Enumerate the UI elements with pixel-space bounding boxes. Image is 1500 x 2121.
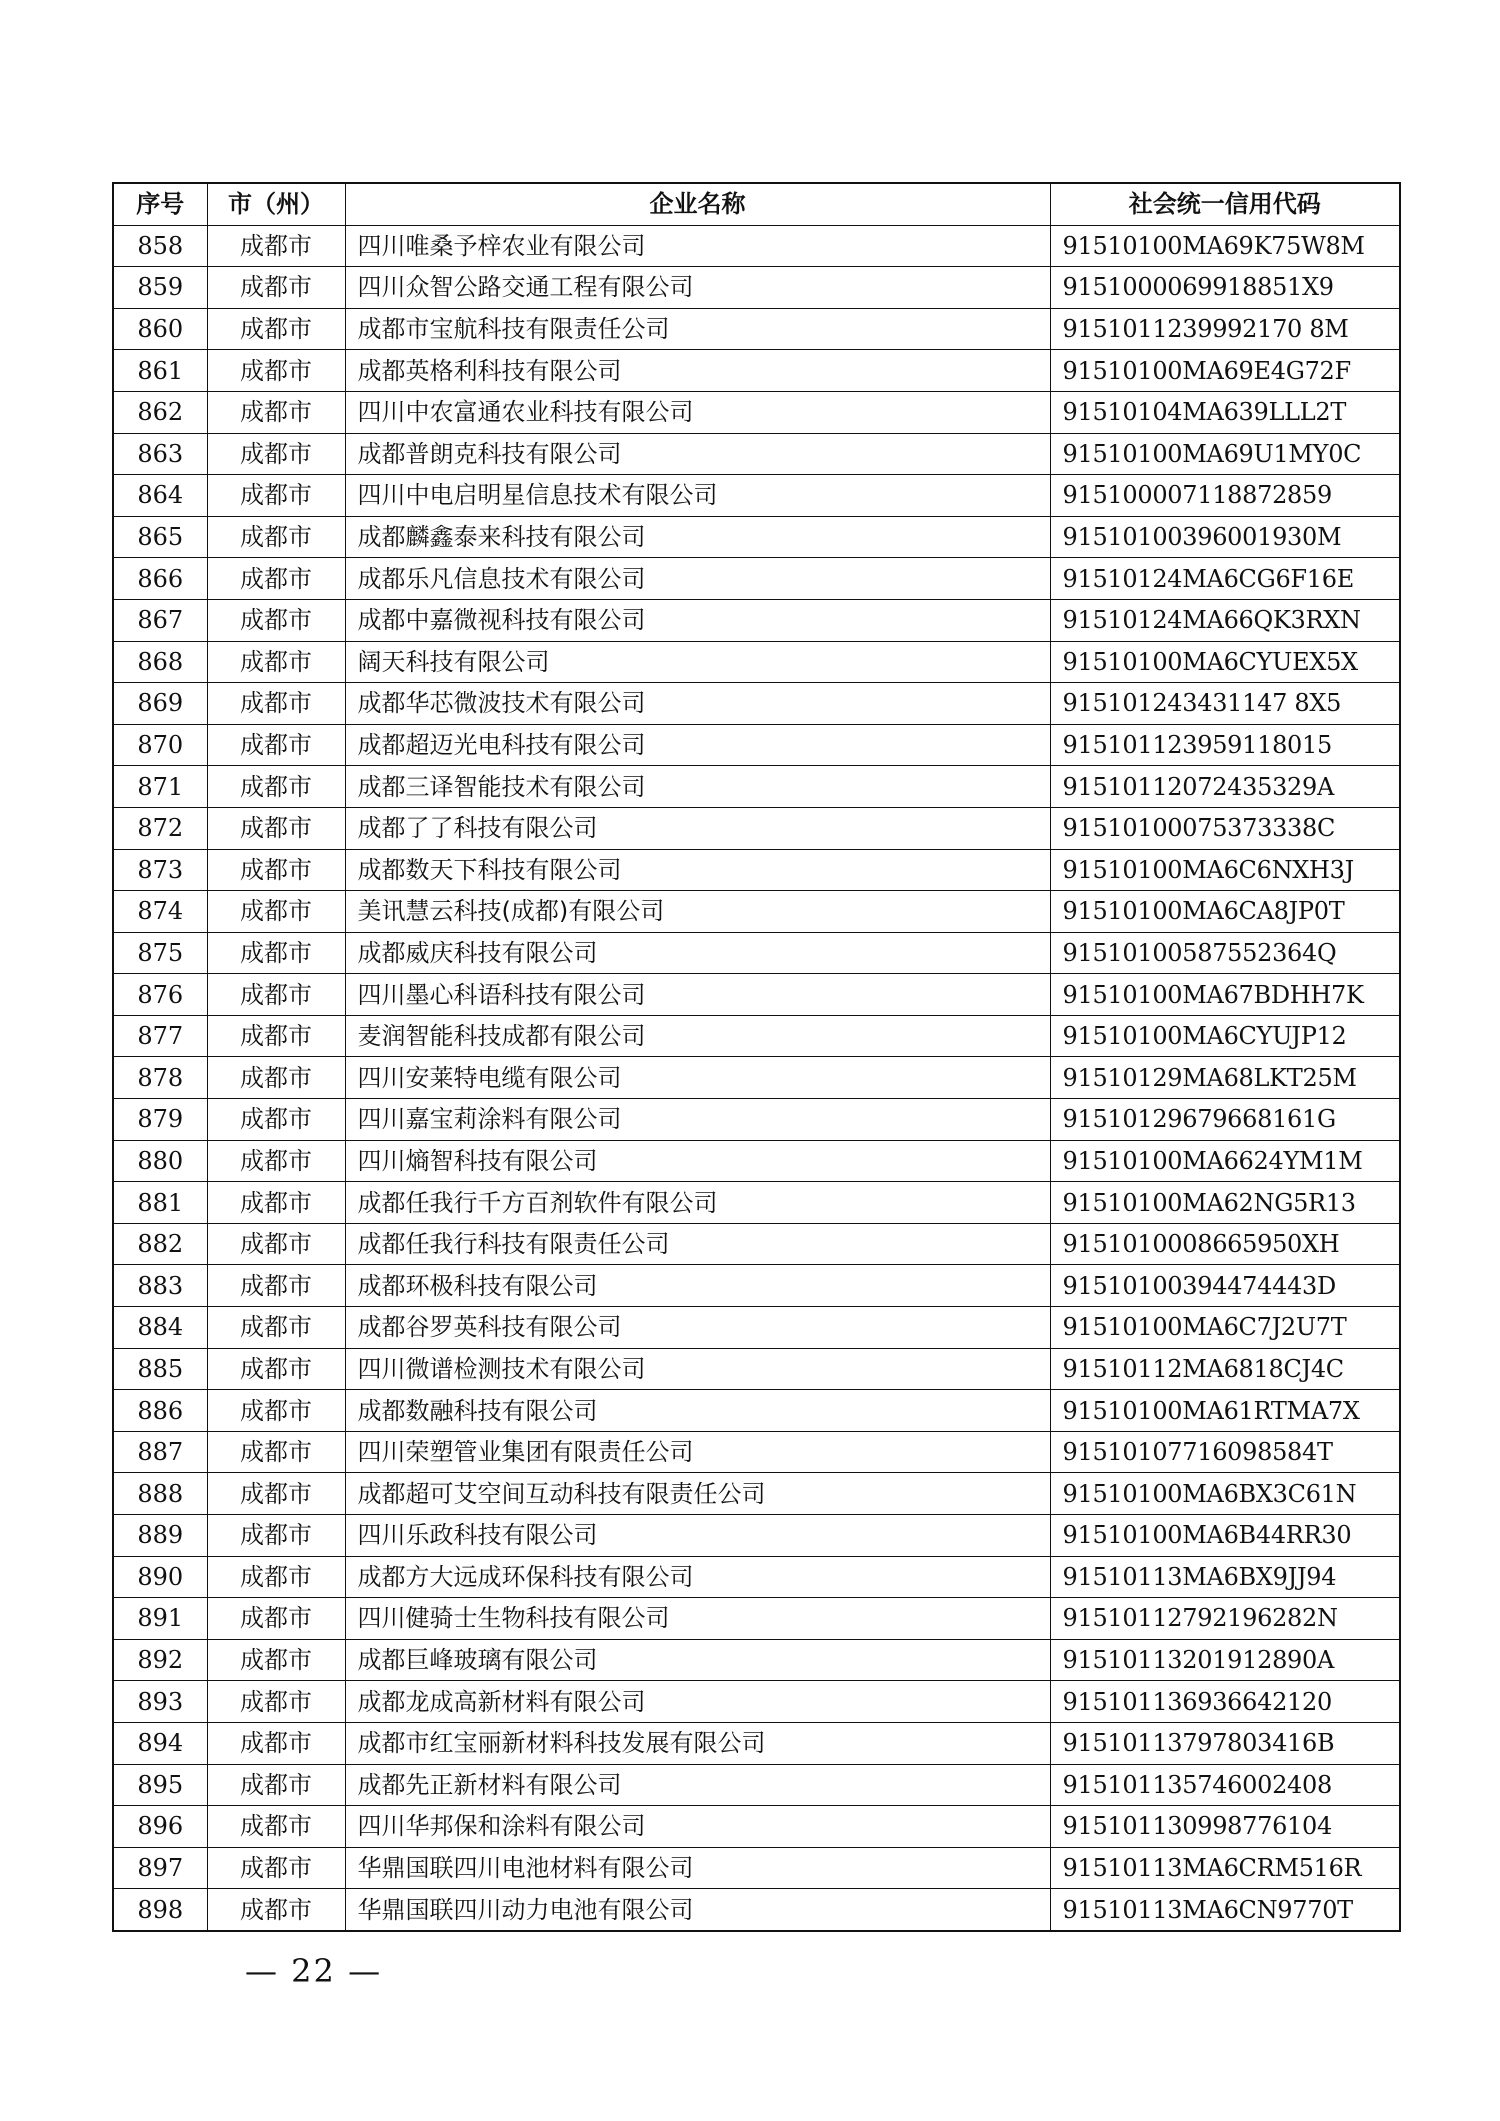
cell-city: 成都市 [207,516,345,558]
cell-company-name: 四川唯桑予梓农业有限公司 [345,225,1050,267]
table-row [113,1889,1400,1931]
cell-credit-code: 9151011239992170 8M [1050,308,1400,350]
cell-company-name: 成都市红宝丽新材料科技发展有限公司 [345,1722,1050,1764]
header-city: 市（州） [207,183,345,225]
cell-credit-code: 91510100MA6CYUEX5X [1050,641,1400,683]
cell-company-name: 成都超可艾空间互动科技有限责任公司 [345,1473,1050,1515]
table-row [113,516,1400,558]
cell-credit-code: 915101243431147 8X5 [1050,683,1400,725]
cell-city: 成都市 [207,391,345,433]
cell-serial-no: 890 [113,1556,207,1598]
cell-credit-code: 91510100MA6C7J2U7T [1050,1307,1400,1349]
cell-serial-no: 897 [113,1847,207,1889]
cell-credit-code: 91510100MA6C6NXH3J [1050,849,1400,891]
cell-credit-code: 91510100MA69E4G72F [1050,350,1400,392]
cell-city: 成都市 [207,1431,345,1473]
table-row [113,807,1400,849]
cell-company-name: 成都数天下科技有限公司 [345,849,1050,891]
cell-credit-code: 91510100MA67BDHH7K [1050,974,1400,1016]
cell-city: 成都市 [207,1681,345,1723]
table-row [113,1847,1400,1889]
cell-serial-no: 885 [113,1348,207,1390]
cell-serial-no: 864 [113,475,207,517]
cell-city: 成都市 [207,433,345,475]
cell-company-name: 成都普朗克科技有限公司 [345,433,1050,475]
header-company-name: 企业名称 [345,183,1050,225]
cell-company-name: 成都威庆科技有限公司 [345,932,1050,974]
cell-credit-code: 91510107716098584T [1050,1431,1400,1473]
cell-company-name: 四川墨心科语科技有限公司 [345,974,1050,1016]
cell-serial-no: 873 [113,849,207,891]
cell-credit-code: 91510124MA6CG6F16E [1050,558,1400,600]
table-row [113,1390,1400,1432]
table-row [113,225,1400,267]
cell-credit-code: 91510113MA6BX9JJ94 [1050,1556,1400,1598]
table-row [113,1015,1400,1057]
cell-company-name: 麦润智能科技成都有限公司 [345,1015,1050,1057]
cell-credit-code: 91510100394474443D [1050,1265,1400,1307]
cell-credit-code: 91510100075373338C [1050,807,1400,849]
cell-city: 成都市 [207,766,345,808]
cell-company-name: 成都华芯微波技术有限公司 [345,683,1050,725]
cell-credit-code: 91510100MA6CA8JP0T [1050,891,1400,933]
cell-company-name: 华鼎国联四川电池材料有限公司 [345,1847,1050,1889]
cell-credit-code: 91510112072435329A [1050,766,1400,808]
cell-credit-code: 91510129679668161G [1050,1099,1400,1141]
cell-city: 成都市 [207,308,345,350]
cell-city: 成都市 [207,1057,345,1099]
cell-city: 成都市 [207,558,345,600]
cell-serial-no: 896 [113,1806,207,1848]
cell-company-name: 华鼎国联四川动力电池有限公司 [345,1889,1050,1931]
cell-credit-code: 91510112792196282N [1050,1598,1400,1640]
cell-serial-no: 859 [113,267,207,309]
table-row [113,1057,1400,1099]
cell-serial-no: 861 [113,350,207,392]
table-row [113,1140,1400,1182]
cell-city: 成都市 [207,1764,345,1806]
cell-company-name: 四川乐政科技有限公司 [345,1515,1050,1557]
table-row [113,433,1400,475]
table-row [113,1348,1400,1390]
cell-credit-code: 915101136936642120 [1050,1681,1400,1723]
cell-serial-no: 883 [113,1265,207,1307]
cell-city: 成都市 [207,1099,345,1141]
cell-credit-code: 91510100587552364Q [1050,932,1400,974]
cell-serial-no: 877 [113,1015,207,1057]
table-row [113,1764,1400,1806]
cell-city: 成都市 [207,683,345,725]
table-row [113,1473,1400,1515]
cell-city: 成都市 [207,1806,345,1848]
cell-company-name: 四川嘉宝莉涂料有限公司 [345,1099,1050,1141]
cell-serial-no: 894 [113,1722,207,1764]
cell-city: 成都市 [207,1889,345,1931]
cell-credit-code: 91510129MA68LKT25M [1050,1057,1400,1099]
cell-serial-no: 862 [113,391,207,433]
table-row [113,1182,1400,1224]
table-row [113,1722,1400,1764]
cell-company-name: 四川熵智科技有限公司 [345,1140,1050,1182]
cell-serial-no: 882 [113,1223,207,1265]
table-row [113,932,1400,974]
table-row [113,391,1400,433]
cell-city: 成都市 [207,724,345,766]
table-row [113,724,1400,766]
cell-serial-no: 875 [113,932,207,974]
cell-company-name: 成都英格利科技有限公司 [345,350,1050,392]
table-row [113,1265,1400,1307]
cell-company-name: 成都环极科技有限公司 [345,1265,1050,1307]
cell-serial-no: 870 [113,724,207,766]
cell-serial-no: 889 [113,1515,207,1557]
cell-company-name: 成都任我行千方百剂软件有限公司 [345,1182,1050,1224]
cell-company-name: 成都数融科技有限公司 [345,1390,1050,1432]
cell-city: 成都市 [207,1639,345,1681]
cell-serial-no: 865 [113,516,207,558]
cell-credit-code: 91510104MA639LLL2T [1050,391,1400,433]
cell-credit-code: 91510113MA6CRM516R [1050,1847,1400,1889]
cell-company-name: 成都龙成高新材料有限公司 [345,1681,1050,1723]
cell-credit-code: 915101123959118015 [1050,724,1400,766]
cell-city: 成都市 [207,1348,345,1390]
cell-credit-code: 91510113MA6CN9770T [1050,1889,1400,1931]
cell-credit-code: 9151000069918851X9 [1050,267,1400,309]
table-header-row [113,183,1400,225]
cell-company-name: 成都麟鑫泰来科技有限公司 [345,516,1050,558]
cell-credit-code: 9151010008665950XH [1050,1223,1400,1265]
cell-company-name: 成都任我行科技有限责任公司 [345,1223,1050,1265]
cell-city: 成都市 [207,1182,345,1224]
cell-company-name: 成都先正新材料有限公司 [345,1764,1050,1806]
cell-credit-code: 91510100MA62NG5R13 [1050,1182,1400,1224]
cell-company-name: 成都市宝航科技有限责任公司 [345,308,1050,350]
cell-serial-no: 895 [113,1764,207,1806]
cell-company-name: 成都谷罗英科技有限公司 [345,1307,1050,1349]
cell-city: 成都市 [207,849,345,891]
cell-city: 成都市 [207,1390,345,1432]
cell-serial-no: 886 [113,1390,207,1432]
cell-company-name: 四川健骑士生物科技有限公司 [345,1598,1050,1640]
cell-credit-code: 91510100MA6B44RR30 [1050,1515,1400,1557]
cell-serial-no: 866 [113,558,207,600]
cell-credit-code: 91510100396001930M [1050,516,1400,558]
cell-city: 成都市 [207,807,345,849]
cell-city: 成都市 [207,974,345,1016]
cell-city: 成都市 [207,1265,345,1307]
cell-serial-no: 871 [113,766,207,808]
cell-credit-code: 915101130998776104 [1050,1806,1400,1848]
cell-serial-no: 892 [113,1639,207,1681]
table-row [113,1806,1400,1848]
table-body [113,225,1400,1931]
cell-city: 成都市 [207,1307,345,1349]
table-row [113,1431,1400,1473]
cell-serial-no: 874 [113,891,207,933]
cell-company-name: 成都巨峰玻璃有限公司 [345,1639,1050,1681]
cell-serial-no: 878 [113,1057,207,1099]
cell-city: 成都市 [207,1556,345,1598]
cell-credit-code: 91510100MA61RTMA7X [1050,1390,1400,1432]
table-row [113,267,1400,309]
cell-serial-no: 876 [113,974,207,1016]
cell-city: 成都市 [207,599,345,641]
cell-serial-no: 888 [113,1473,207,1515]
cell-serial-no: 872 [113,807,207,849]
cell-credit-code: 91510112MA6818CJ4C [1050,1348,1400,1390]
cell-company-name: 成都三译智能技术有限公司 [345,766,1050,808]
cell-serial-no: 863 [113,433,207,475]
cell-credit-code: 91510100MA69K75W8M [1050,225,1400,267]
cell-company-name: 四川华邦保和涂料有限公司 [345,1806,1050,1848]
cell-city: 成都市 [207,641,345,683]
header-credit-code: 社会统一信用代码 [1050,183,1400,225]
cell-city: 成都市 [207,1223,345,1265]
table-row [113,1598,1400,1640]
cell-serial-no: 860 [113,308,207,350]
cell-city: 成都市 [207,350,345,392]
cell-city: 成都市 [207,1722,345,1764]
cell-credit-code: 915101135746002408 [1050,1764,1400,1806]
cell-serial-no: 880 [113,1140,207,1182]
table-row [113,766,1400,808]
cell-company-name: 四川微谱检测技术有限公司 [345,1348,1050,1390]
cell-city: 成都市 [207,475,345,517]
cell-city: 成都市 [207,1515,345,1557]
cell-city: 成都市 [207,1015,345,1057]
cell-company-name: 美讯慧云科技(成都)有限公司 [345,891,1050,933]
cell-city: 成都市 [207,267,345,309]
table-row [113,558,1400,600]
cell-company-name: 成都了了科技有限公司 [345,807,1050,849]
cell-serial-no: 879 [113,1099,207,1141]
cell-company-name: 四川荣塑管业集团有限责任公司 [345,1431,1050,1473]
cell-serial-no: 881 [113,1182,207,1224]
header-serial-no: 序号 [113,183,207,225]
cell-serial-no: 884 [113,1307,207,1349]
cell-company-name: 成都中嘉微视科技有限公司 [345,599,1050,641]
cell-company-name: 阔天科技有限公司 [345,641,1050,683]
table-row [113,1681,1400,1723]
cell-city: 成都市 [207,1473,345,1515]
table-row [113,891,1400,933]
cell-city: 成都市 [207,932,345,974]
cell-credit-code: 91510113797803416B [1050,1722,1400,1764]
cell-credit-code: 91510100MA6624YM1M [1050,1140,1400,1182]
table-row [113,475,1400,517]
table-row [113,683,1400,725]
table-row [113,350,1400,392]
table-row [113,1515,1400,1557]
cell-company-name: 四川众智公路交通工程有限公司 [345,267,1050,309]
cell-city: 成都市 [207,225,345,267]
cell-company-name: 四川中农富通农业科技有限公司 [345,391,1050,433]
cell-serial-no: 898 [113,1889,207,1931]
cell-credit-code: 91510100MA69U1MY0C [1050,433,1400,475]
cell-serial-no: 891 [113,1598,207,1640]
cell-serial-no: 893 [113,1681,207,1723]
enterprise-list-table [112,182,1401,1932]
cell-serial-no: 868 [113,641,207,683]
cell-city: 成都市 [207,1140,345,1182]
cell-company-name: 四川安莱特电缆有限公司 [345,1057,1050,1099]
cell-serial-no: 867 [113,599,207,641]
table-row [113,1099,1400,1141]
page-number: — 22 — [245,1952,383,1990]
table-row [113,849,1400,891]
cell-company-name: 成都方大远成环保科技有限公司 [345,1556,1050,1598]
cell-credit-code: 91510100MA6CYUJP12 [1050,1015,1400,1057]
table-row [113,1556,1400,1598]
cell-city: 成都市 [207,891,345,933]
cell-credit-code: 91510124MA66QK3RXN [1050,599,1400,641]
cell-serial-no: 869 [113,683,207,725]
table-row [113,974,1400,1016]
table-row [113,1223,1400,1265]
table-row [113,1639,1400,1681]
cell-serial-no: 887 [113,1431,207,1473]
table-row [113,308,1400,350]
cell-company-name: 四川中电启明星信息技术有限公司 [345,475,1050,517]
cell-city: 成都市 [207,1598,345,1640]
cell-credit-code: 91510113201912890A [1050,1639,1400,1681]
cell-credit-code: 915100007118872859 [1050,475,1400,517]
cell-serial-no: 858 [113,225,207,267]
cell-company-name: 成都乐凡信息技术有限公司 [345,558,1050,600]
cell-company-name: 成都超迈光电科技有限公司 [345,724,1050,766]
table-row [113,641,1400,683]
cell-credit-code: 91510100MA6BX3C61N [1050,1473,1400,1515]
table-row [113,1307,1400,1349]
cell-city: 成都市 [207,1847,345,1889]
table-row [113,599,1400,641]
